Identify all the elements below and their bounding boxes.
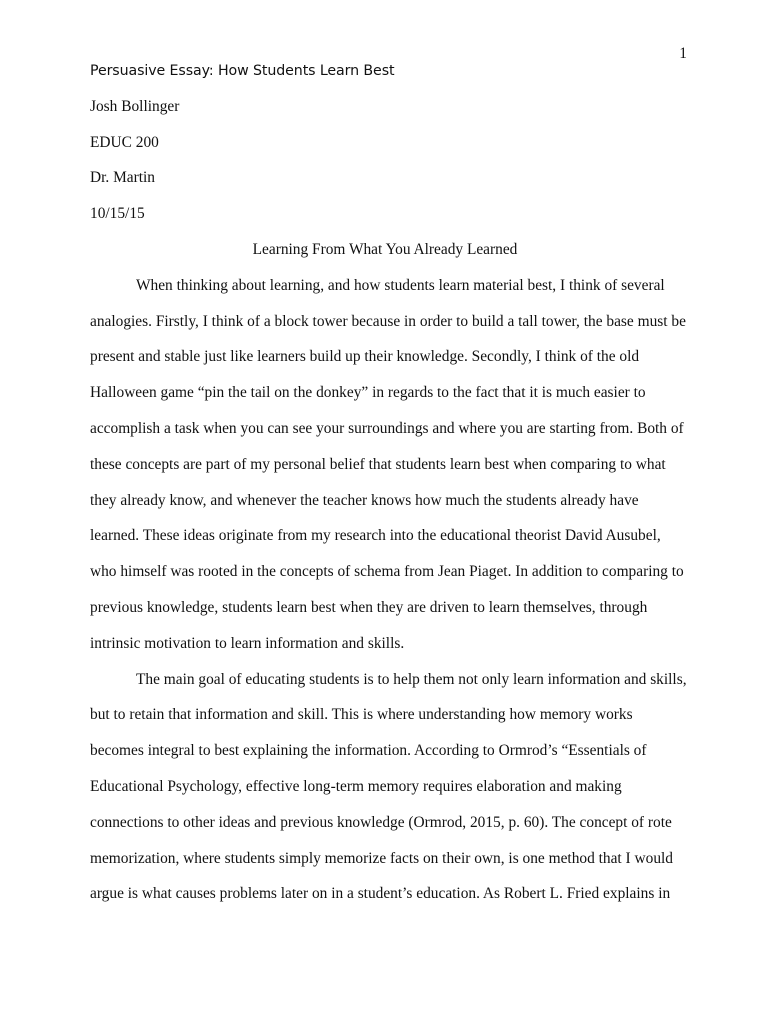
paragraph-line: accomplish a task when you can see your surroundings and where you are starting from. Both of bbox=[90, 419, 684, 437]
paragraph-line: argue is what causes problems later on in a student’s education. As Robert L. Fried explains in bbox=[90, 885, 671, 903]
essay-date: 10/15/15 bbox=[90, 205, 145, 223]
author-name: Josh Bollinger bbox=[90, 97, 180, 115]
paragraph-line: these concepts are part of my personal belief that students learn best when comparing to what bbox=[90, 455, 666, 473]
paragraph-line: intrinsic motivation to learn information and skills. bbox=[90, 634, 405, 652]
paragraph-line: but to retain that information and skill. This is where understanding how memory works bbox=[90, 706, 633, 724]
paragraph-line: connections to other ideas and previous knowledge (Ormrod, 2015, p. 60). The concept of rote bbox=[90, 813, 672, 831]
essay-content bbox=[90, 59, 687, 918]
paragraph-line: analogies. Firstly, I think of a block tower because in order to build a tall tower, the base must be bbox=[90, 312, 686, 330]
paragraph-line: present and stable just like learners build up their knowledge. Secondly, I think of the old bbox=[90, 348, 640, 366]
paragraph-line: they already know, and whenever the teacher knows how much the students already have bbox=[90, 491, 639, 509]
header-title: Persuasive Essay: How Students Learn Best bbox=[90, 63, 395, 79]
paragraph-line: learned. These ideas originate from my research into the educational theorist David Ausubel, bbox=[90, 527, 661, 545]
paragraph-line: previous knowledge, students learn best when they are driven to learn themselves, through bbox=[90, 598, 648, 616]
paragraph-1 bbox=[90, 274, 686, 668]
paragraph-line: becomes integral to best explaining the information. According to Ormrod’s “Essentials of bbox=[90, 742, 647, 760]
course-code: EDUC 200 bbox=[90, 133, 159, 151]
instructor-name: Dr. Martin bbox=[90, 169, 155, 187]
paragraph-2 bbox=[90, 668, 687, 919]
paragraph-line: Educational Psychology, effective long-term memory requires elaboration and making bbox=[90, 777, 622, 795]
essay-title: Learning From What You Already Learned bbox=[252, 240, 518, 258]
paragraph-line: Halloween game “pin the tail on the donkey” in regards to the fact that it is much easier to bbox=[90, 384, 646, 402]
paragraph-line: who himself was rooted in the concepts of schema from Jean Piaget. In addition to comparing to bbox=[90, 563, 684, 581]
paragraph-line: memorization, where students simply memorize facts on their own, is one method that I would bbox=[90, 849, 674, 867]
paragraph-line: The main goal of educating students is to help them not only learn information and skills, bbox=[136, 670, 687, 688]
page-number: 1 bbox=[679, 45, 687, 62]
paragraph-line: When thinking about learning, and how students learn material best, I think of several bbox=[136, 276, 665, 294]
